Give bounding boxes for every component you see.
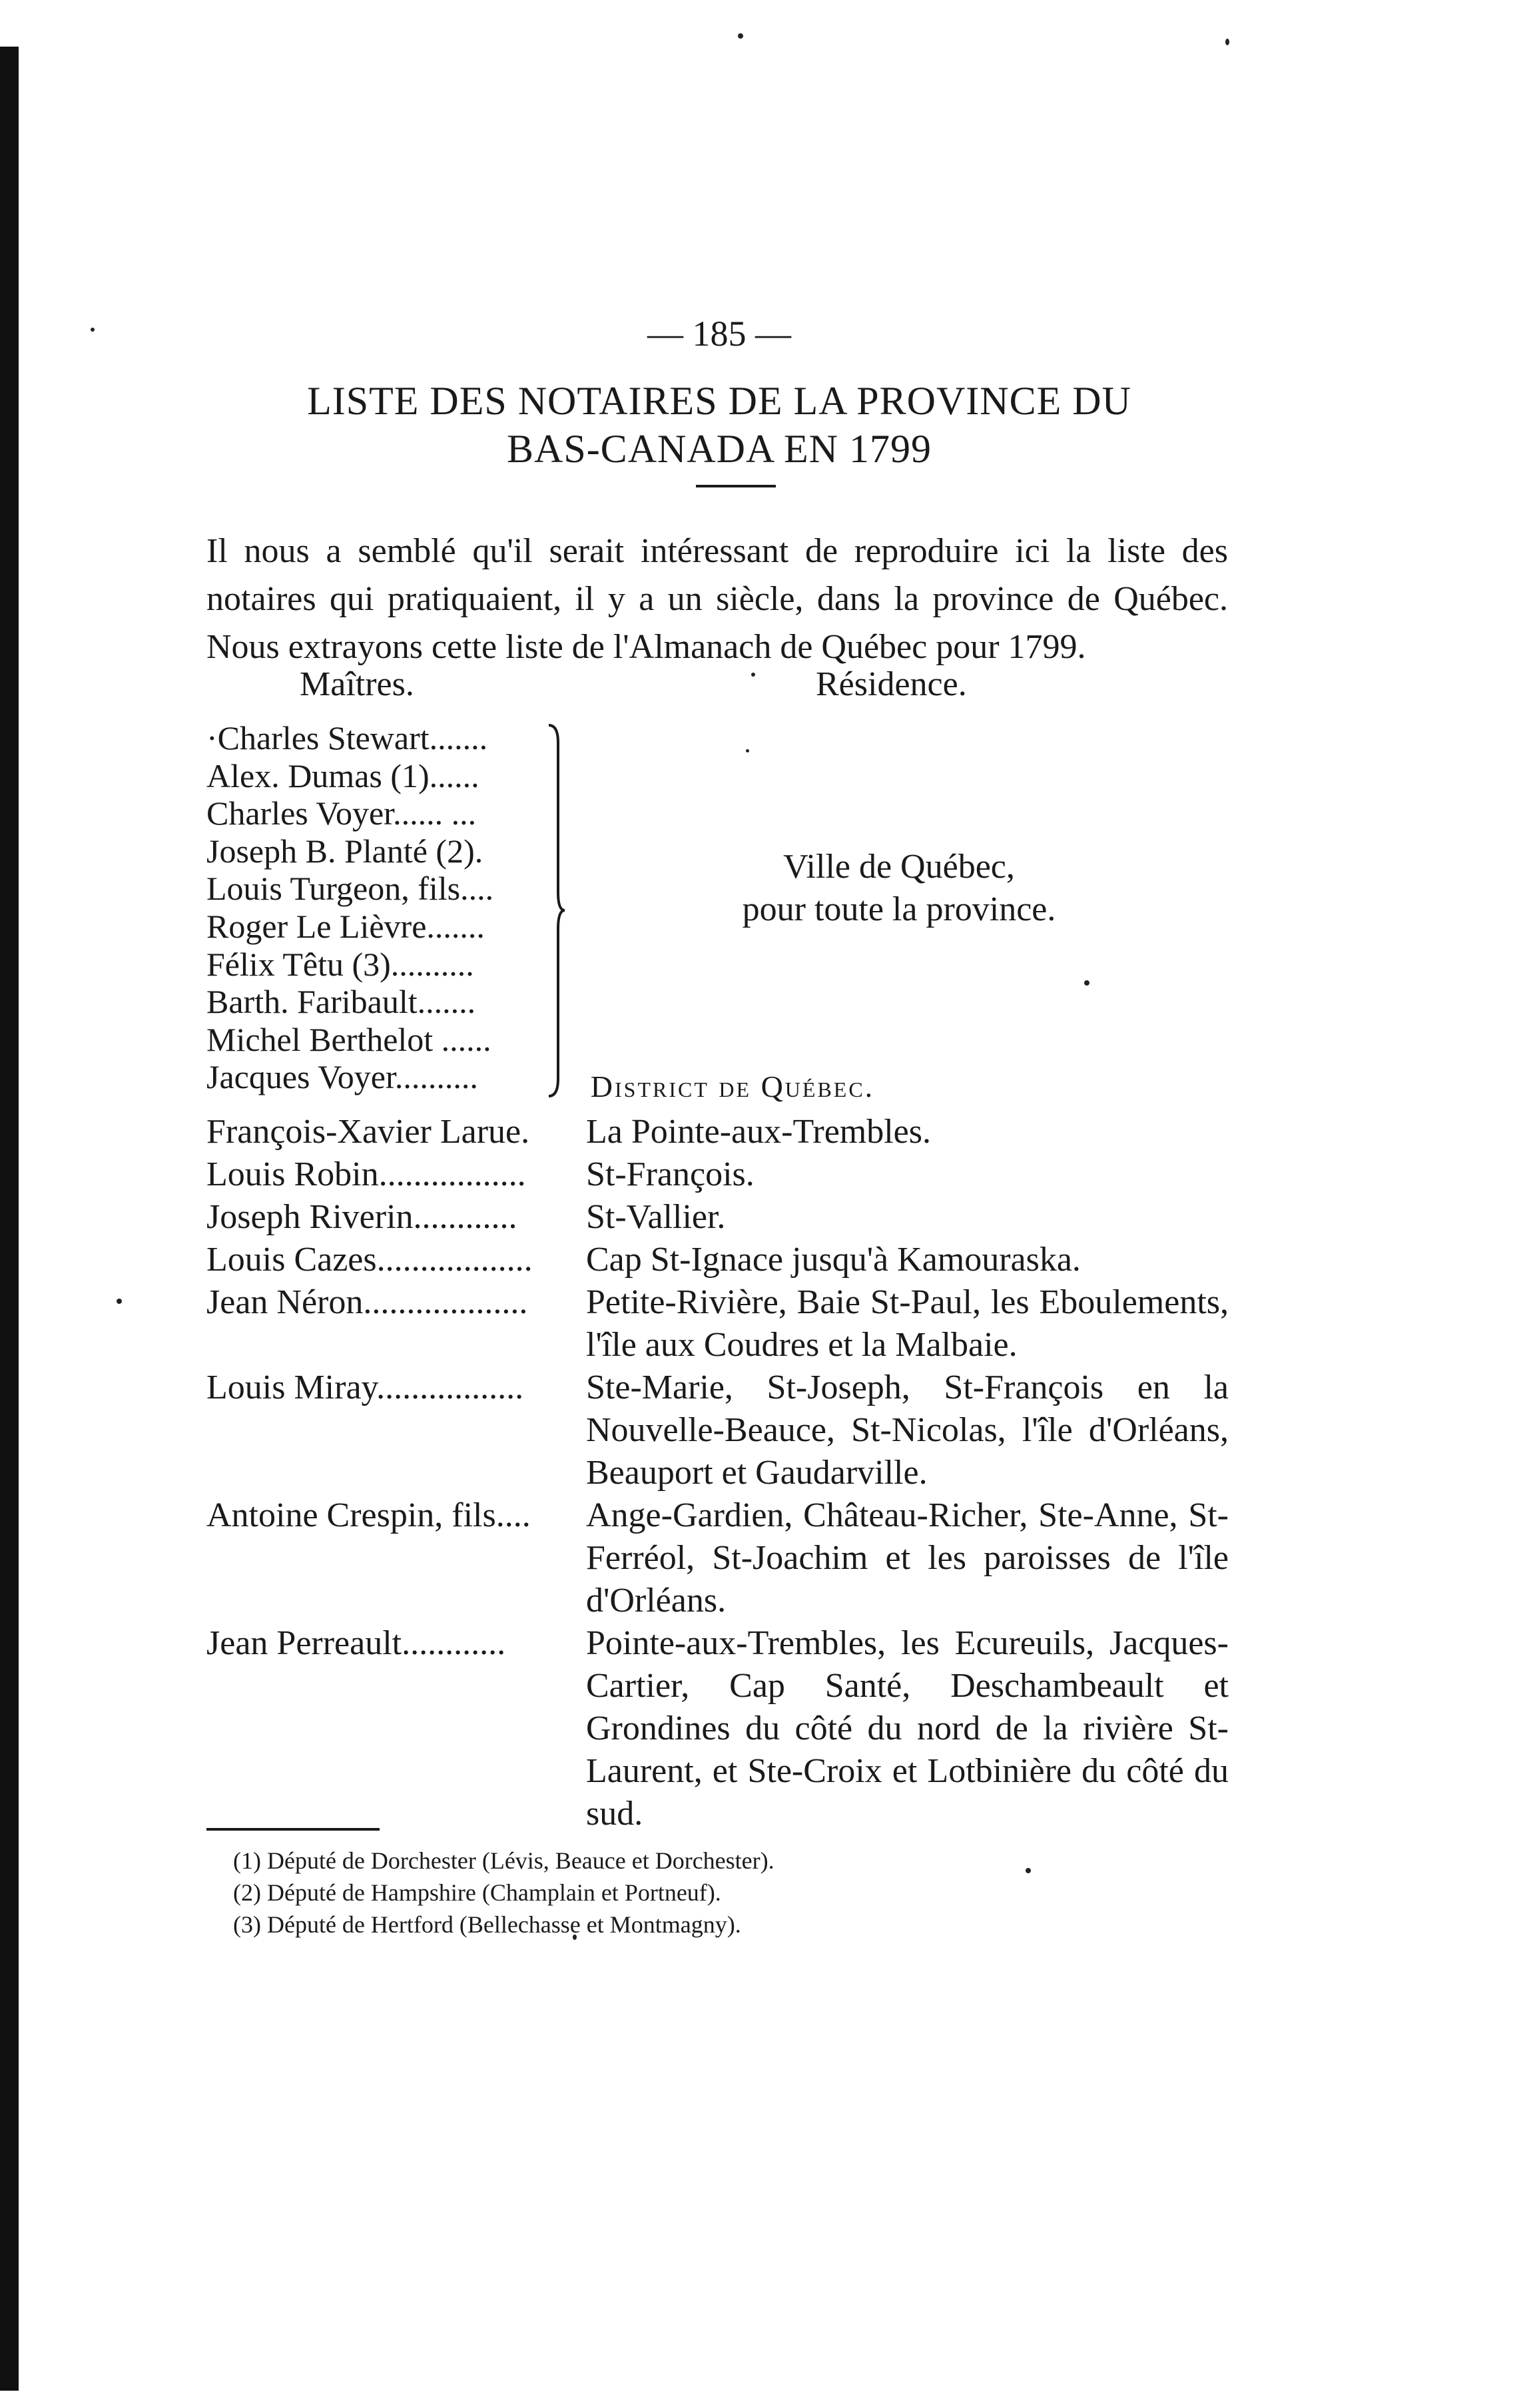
master-name: Jacques Voyer.......... [206, 1058, 478, 1096]
master-name: Alex. Dumas (1)...... [206, 756, 479, 794]
notary-residence: Cap St-Ignace jusqu'à Kamouraska. [586, 1241, 1081, 1279]
page-number: — 185 — [647, 314, 791, 354]
masters-list [206, 719, 553, 1096]
scan-speck [751, 673, 755, 677]
notary-name: Joseph Riverin............ [206, 1198, 517, 1236]
notary-entry [206, 1111, 1229, 1153]
column-heading-masters: Maîtres. [300, 665, 414, 703]
district-entries [206, 1111, 1229, 1835]
notary-name: Louis Robin................. [206, 1155, 526, 1193]
residence-line: pour toute la province. [742, 890, 1056, 928]
footnote: (1) Député de Dorchester (Lévis, Beauce et Dorchester). [233, 1847, 774, 1874]
footnote: (2) Député de Hampshire (Champlain et Portneuf). [233, 1879, 721, 1906]
notary-entry [206, 1239, 1229, 1281]
notary-entry [206, 1153, 1229, 1196]
notary-residence: Ange-Gardien, Château-Richer, Ste-Anne, St-Ferréol, St-Joachim et les paroisses de l'île d'Orléans. [586, 1496, 1229, 1620]
page-title-line-2: BAS-CANADA EN 1799 [506, 427, 932, 471]
notary-name: Antoine Crespin, fils.... [206, 1496, 531, 1534]
title-rule [696, 485, 776, 487]
scan-speck [746, 749, 749, 752]
notary-name: Louis Miray................. [206, 1368, 524, 1406]
notary-entry [206, 1366, 1229, 1494]
master-name: Barth. Faribault....... [206, 983, 476, 1021]
column-heading-residence: Résidence. [816, 665, 967, 703]
page-title-line-1: LISTE DES NOTAIRES DE LA PROVINCE DU [307, 379, 1131, 423]
scan-speck [91, 328, 95, 332]
district-heading: District de Québec. [590, 1069, 875, 1103]
notary-name: François-Xavier Larue. [206, 1113, 530, 1151]
master-name: Joseph B. Planté (2). [206, 832, 483, 870]
master-name: Louis Turgeon, fils.... [206, 870, 494, 908]
notary-entry [206, 1196, 1229, 1239]
scan-speck [1225, 39, 1229, 45]
notary-residence: St-François. [586, 1155, 755, 1193]
notary-residence: La Pointe-aux-Trembles. [586, 1113, 931, 1151]
notary-entry [206, 1622, 1229, 1835]
scan-speck [1084, 980, 1089, 986]
footnotes [233, 1845, 1032, 1941]
notary-name: Jean Néron................... [206, 1283, 528, 1321]
footnote-rule [206, 1828, 380, 1831]
notary-residence: Pointe-aux-Trembles, les Ecureuils, Jacques-Cartier, Cap Santé, Deschambeault et Grondines du côté du nord de la rivière St-Laurent, et Ste-Croix et Lotbinière du côté du sud. [586, 1624, 1229, 1833]
master-name: ·Charles Stewart....... [206, 719, 488, 756]
curly-brace-icon [546, 723, 566, 1099]
footnote: (3) Député de Hertford (Bellechasse et Montmagny). [233, 1911, 741, 1938]
residence-line: Ville de Québec, [783, 848, 1015, 886]
master-name: Roger Le Lièvre....... [206, 907, 485, 945]
notary-entry [206, 1281, 1229, 1366]
intro-paragraph: Il nous a semblé qu'il serait intéressant de reproduire ici la liste des notaires qui pratiquaient, il y a un siècle, dans la province de Québec. Nous extrayons cette liste de l'Almanach de Québec pour 1799. [206, 532, 1228, 666]
master-name: Charles Voyer...... ... [206, 794, 477, 832]
masters-residence [686, 846, 1112, 931]
scan-speck [117, 1299, 122, 1304]
notary-residence: St-Vallier. [586, 1198, 726, 1236]
scan-edge-shadow [0, 47, 19, 2391]
master-name: Félix Têtu (3).......... [206, 945, 474, 983]
notary-residence: Petite-Rivière, Baie St-Paul, les Eboulements, l'île aux Coudres et la Malbaie. [586, 1283, 1229, 1364]
notary-name: Louis Cazes.................. [206, 1241, 533, 1279]
scan-speck [738, 33, 743, 39]
master-name: Michel Berthelot ...... [206, 1020, 491, 1058]
notary-residence: Ste-Marie, St-Joseph, St-François en la Nouvelle-Beauce, St-Nicolas, l'île d'Orléans, Beauport et Gaudarville. [586, 1368, 1229, 1492]
notary-entry [206, 1494, 1229, 1622]
notary-name: Jean Perreault............ [206, 1624, 506, 1662]
